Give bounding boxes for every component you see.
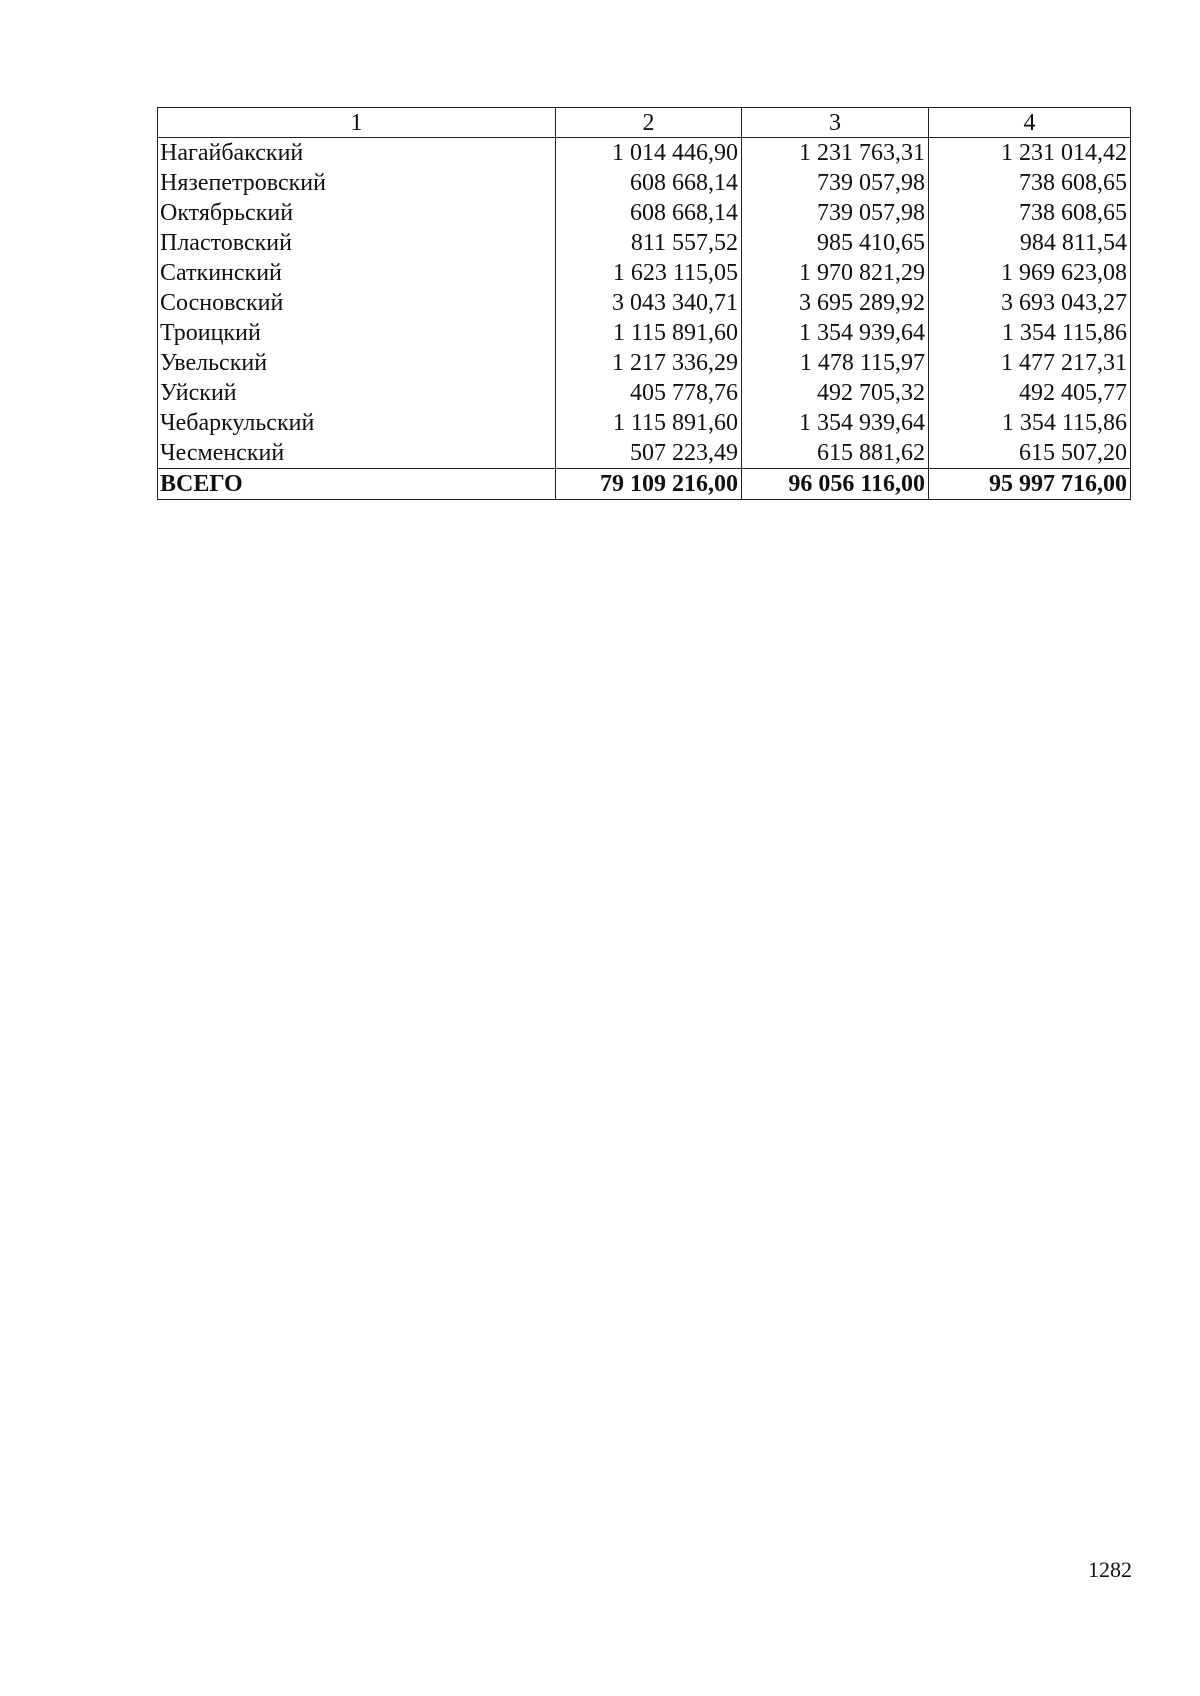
- value-cell-col-4: 1 354 115,86: [929, 408, 1131, 438]
- table-row: [158, 378, 1131, 408]
- column-header-2: 2: [556, 108, 742, 138]
- value-cell-col-3: 1 478 115,97: [742, 348, 929, 378]
- total-row: [158, 469, 1131, 500]
- total-label-cell: ВСЕГО: [158, 469, 556, 500]
- value-cell-col-4: 1 477 217,31: [929, 348, 1131, 378]
- value-cell-col-3: 1 970 821,29: [742, 258, 929, 288]
- value-cell-col-3: 615 881,62: [742, 438, 929, 469]
- district-name-cell: Троицкий: [158, 318, 556, 348]
- value-cell-col-3: 1 354 939,64: [742, 408, 929, 438]
- value-cell-col-4: 738 608,65: [929, 198, 1131, 228]
- table-row: [158, 168, 1131, 198]
- value-cell-col-3: 739 057,98: [742, 168, 929, 198]
- value-cell-col-2: 3 043 340,71: [556, 288, 742, 318]
- district-name-cell: Саткинский: [158, 258, 556, 288]
- total-value-cell-col-3: 96 056 116,00: [742, 469, 929, 500]
- table-row: [158, 198, 1131, 228]
- table-row: [158, 348, 1131, 378]
- table-row: [158, 438, 1131, 469]
- value-cell-col-2: 1 115 891,60: [556, 318, 742, 348]
- value-cell-col-3: 492 705,32: [742, 378, 929, 408]
- value-cell-col-3: 1 354 939,64: [742, 318, 929, 348]
- value-cell-col-2: 507 223,49: [556, 438, 742, 469]
- table-header: [158, 108, 1131, 138]
- district-name-cell: Чебаркульский: [158, 408, 556, 438]
- district-name-cell: Пластовский: [158, 228, 556, 258]
- budget-table: [157, 107, 1131, 500]
- district-name-cell: Чесменский: [158, 438, 556, 469]
- value-cell-col-4: 1 231 014,42: [929, 138, 1131, 169]
- table-row: [158, 288, 1131, 318]
- column-header-4: 4: [929, 108, 1131, 138]
- value-cell-col-3: 739 057,98: [742, 198, 929, 228]
- table-row: [158, 258, 1131, 288]
- value-cell-col-3: 985 410,65: [742, 228, 929, 258]
- total-value-cell-col-4: 95 997 716,00: [929, 469, 1131, 500]
- value-cell-col-4: 1 354 115,86: [929, 318, 1131, 348]
- column-header-1: 1: [158, 108, 556, 138]
- header-row: [158, 108, 1131, 138]
- district-name-cell: Октябрьский: [158, 198, 556, 228]
- value-cell-col-2: 1 623 115,05: [556, 258, 742, 288]
- page-number: 1282: [1088, 1557, 1132, 1582]
- district-name-cell: Нагайбакский: [158, 138, 556, 169]
- district-name-cell: Сосновский: [158, 288, 556, 318]
- value-cell-col-4: 615 507,20: [929, 438, 1131, 469]
- value-cell-col-2: 405 778,76: [556, 378, 742, 408]
- value-cell-col-3: 3 695 289,92: [742, 288, 929, 318]
- value-cell-col-2: 1 014 446,90: [556, 138, 742, 169]
- value-cell-col-3: 1 231 763,31: [742, 138, 929, 169]
- table-row: [158, 408, 1131, 438]
- value-cell-col-2: 1 115 891,60: [556, 408, 742, 438]
- value-cell-col-4: 1 969 623,08: [929, 258, 1131, 288]
- value-cell-col-2: 1 217 336,29: [556, 348, 742, 378]
- value-cell-col-2: 811 557,52: [556, 228, 742, 258]
- column-header-3: 3: [742, 108, 929, 138]
- value-cell-col-2: 608 668,14: [556, 168, 742, 198]
- district-name-cell: Увельский: [158, 348, 556, 378]
- district-name-cell: Нязепетровский: [158, 168, 556, 198]
- district-name-cell: Уйский: [158, 378, 556, 408]
- table-row: [158, 318, 1131, 348]
- value-cell-col-4: 3 693 043,27: [929, 288, 1131, 318]
- value-cell-col-4: 984 811,54: [929, 228, 1131, 258]
- table-body: [158, 138, 1131, 500]
- value-cell-col-4: 492 405,77: [929, 378, 1131, 408]
- value-cell-col-2: 608 668,14: [556, 198, 742, 228]
- table-row: [158, 228, 1131, 258]
- total-value-cell-col-2: 79 109 216,00: [556, 469, 742, 500]
- table-row: [158, 138, 1131, 169]
- value-cell-col-4: 738 608,65: [929, 168, 1131, 198]
